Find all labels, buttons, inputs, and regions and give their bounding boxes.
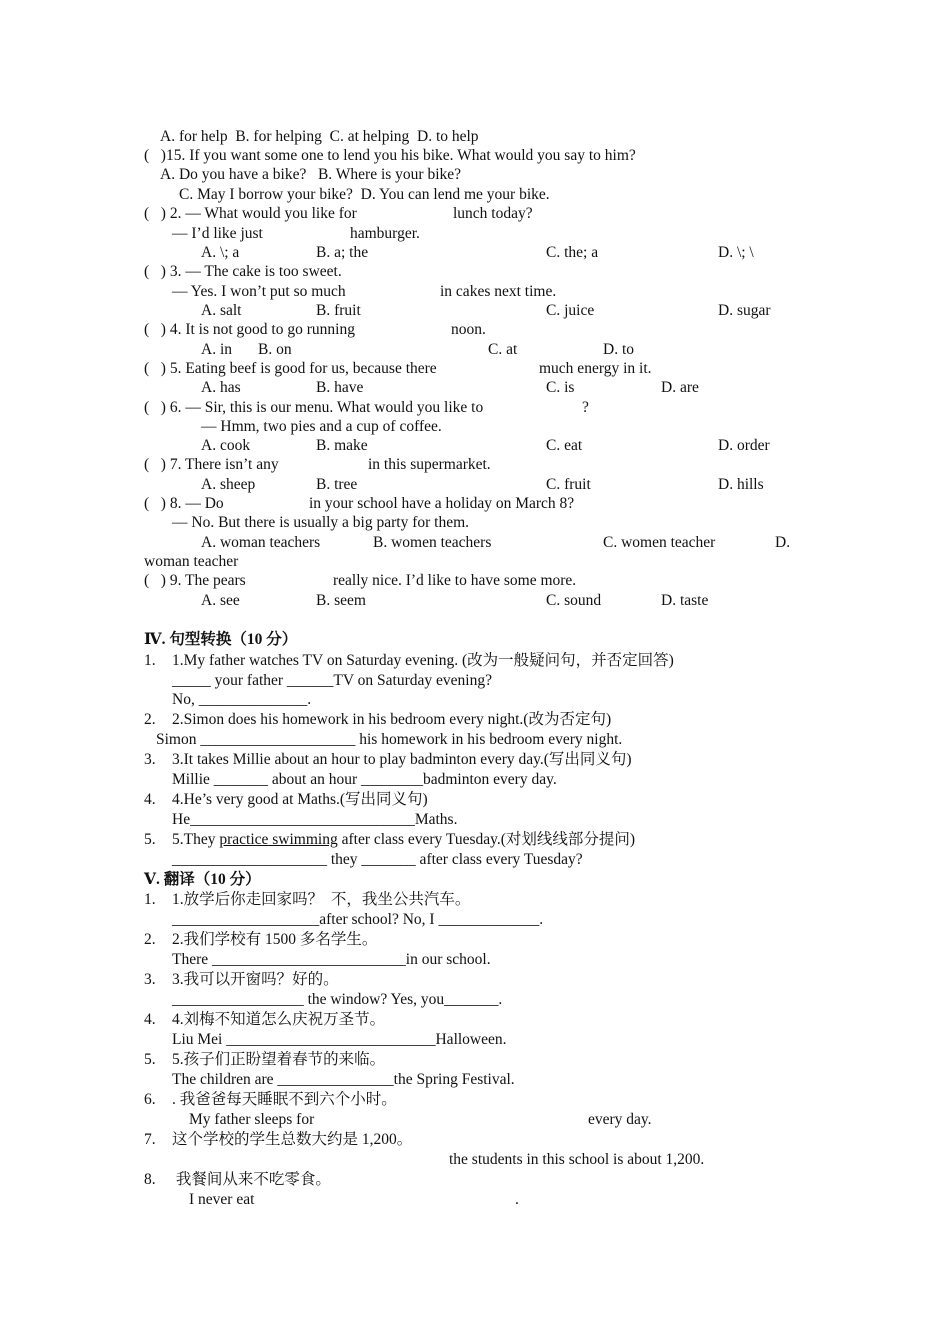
s4-item-4-answer: He_____________________________Maths. — [172, 811, 458, 828]
s4-item-5-question-end: after class every Tuesday.(对划线线部分提问) — [337, 831, 636, 848]
s4-item-4-num: 4. — [144, 791, 156, 808]
q4-stem-end: noon. — [451, 321, 486, 338]
q8-option-c: C. women teacher — [603, 534, 716, 551]
q5-option-d: D. are — [661, 379, 699, 396]
q5-option-c: C. is — [546, 379, 575, 396]
s5-item-5-num: 5. — [144, 1051, 156, 1068]
q15-stem: ( )15. If you want some one to lend you his bike. What would you say to him? — [144, 147, 636, 164]
q2-stem-end: lunch today? — [453, 205, 533, 222]
q15-options-ab: A. Do you have a bike? B. Where is your bike? — [160, 166, 462, 183]
q3-line2: — Yes. I won’t put so much — [172, 283, 346, 300]
s5-item-4-question: 4.刘梅不知道怎么庆祝万圣节。 — [172, 1011, 386, 1028]
q6-stem-end: ? — [582, 399, 589, 416]
s4-item-5-num: 5. — [144, 831, 156, 848]
q5-stem: ( ) 5. Eating beef is good for us, because there — [144, 360, 437, 377]
s4-item-3-answer: Millie _______ about an hour ________badminton every day. — [172, 771, 557, 788]
q6-option-a: A. cook — [201, 437, 251, 454]
q3-option-a: A. salt — [201, 302, 242, 319]
q8-option-a: A. woman teachers — [201, 534, 321, 551]
q3-stem: ( ) 3. — The cake is too sweet. — [144, 263, 342, 280]
q9-stem: ( ) 9. The pears — [144, 572, 246, 589]
q8-stem: ( ) 8. — Do — [144, 495, 224, 512]
s5-item-7-question: 这个学校的学生总数大约是 1,200。 — [172, 1131, 413, 1148]
q7-option-a: A. sheep — [201, 476, 256, 493]
s5-item-2-num: 2. — [144, 931, 156, 948]
s5-item-3-question: 3.我可以开窗吗？好的。 — [172, 971, 339, 988]
q5-stem-end: much energy in it. — [539, 360, 652, 377]
q6-stem: ( ) 6. — Sir, this is our menu. What would you like to — [144, 399, 484, 416]
s4-item-1-answer-2: No, ______________. — [172, 691, 312, 708]
q8-option-b: B. women teachers — [373, 534, 492, 551]
s5-item-8-answer-end: . — [515, 1191, 519, 1208]
s5-item-7-answer-end: the students in this school is about 1,200. — [449, 1151, 705, 1168]
s4-item-2-answer: Simon ____________________ his homework in his bedroom every night. — [156, 731, 623, 748]
q6-line2: — Hmm, two pies and a cup of coffee. — [201, 418, 442, 435]
q6-option-c: C. eat — [546, 437, 583, 454]
s5-item-5-answer: The children are _______________the Spring Festival. — [172, 1071, 515, 1088]
s5-item-8-num: 8. — [144, 1171, 156, 1188]
q15-options-cd: C. May I borrow your bike? D. You can lend me your bike. — [179, 186, 550, 203]
s5-item-5-question: 5.孩子们正盼望着春节的来临。 — [172, 1051, 386, 1068]
q4-option-c: C. at — [488, 341, 518, 358]
q2-line2-end: hamburger. — [350, 225, 420, 242]
q9-option-c: C. sound — [546, 592, 602, 609]
q8-stem-end: in your school have a holiday on March 8? — [309, 495, 575, 512]
s5-item-1-question: 1.放学后你走回家吗？ 不，我坐公共汽车。 — [172, 891, 471, 908]
q7-stem: ( ) 7. There isn’t any — [144, 456, 279, 473]
q4-option-b: B. on — [258, 341, 292, 358]
q9-stem-end: really nice. I’d like to have some more. — [333, 572, 577, 589]
s5-item-4-answer: Liu Mei ___________________________Halloween. — [172, 1031, 507, 1048]
s5-item-6-question: . 我爸爸每天睡眠不到六个小时。 — [172, 1091, 397, 1108]
q6-option-b: B. make — [316, 437, 368, 454]
s4-item-3-num: 3. — [144, 751, 156, 768]
s5-item-7-num: 7. — [144, 1131, 156, 1148]
q4-stem: ( ) 4. It is not good to go running — [144, 321, 355, 338]
q9-option-b: B. seem — [316, 592, 366, 609]
s4-item-2-question: 2.Simon does his homework in his bedroom every night.(改为否定句) — [172, 711, 612, 728]
q2-stem: ( ) 2. — What would you like for — [144, 205, 357, 222]
s5-item-1-answer: ___________________after school? No, I _____________. — [172, 911, 544, 928]
s5-item-1-num: 1. — [144, 891, 156, 908]
q9-option-d: D. taste — [661, 592, 709, 609]
s5-item-4-num: 4. — [144, 1011, 156, 1028]
s5-item-6-answer: My father sleeps for — [189, 1111, 315, 1128]
s4-item-5-answer: ____________________ they _______ after class every Tuesday? — [172, 851, 583, 868]
q7-option-b: B. tree — [316, 476, 358, 493]
s5-item-6-answer-end: every day. — [588, 1111, 652, 1128]
q3-line2-end: in cakes next time. — [440, 283, 557, 300]
s5-item-2-question: 2.我们学校有 1500 多名学生。 — [172, 931, 378, 948]
section-4-title: Ⅳ. 句型转换（10 分） — [144, 631, 298, 648]
q3-option-b: B. fruit — [316, 302, 361, 319]
s4-item-5-question — [172, 830, 635, 849]
q8-option-d: D. — [775, 534, 791, 551]
q3-option-c: C. juice — [546, 302, 595, 319]
q5-option-a: A. has — [201, 379, 241, 396]
s5-item-2-answer: There _________________________in our school. — [172, 951, 491, 968]
s5-item-8-question: 我餐间从来不吃零食。 — [172, 1171, 331, 1188]
s5-item-3-num: 3. — [144, 971, 156, 988]
s5-item-3-answer: _________________ the window? Yes, you_______. — [172, 991, 503, 1008]
q14-options: A. for help B. for helping C. at helping D. to help — [160, 128, 479, 145]
s4-item-5-underlined-phrase: practice swimming — [219, 831, 338, 848]
q7-option-d: D. hills — [718, 476, 764, 493]
s4-item-3-question: 3.It takes Millie about an hour to play badminton every day.(写出同义句) — [172, 751, 632, 768]
q5-option-b: B. have — [316, 379, 364, 396]
q7-option-c: C. fruit — [546, 476, 591, 493]
q4-option-d: D. to — [603, 341, 634, 358]
s4-item-5-question-start: 5.They — [172, 831, 220, 848]
s5-item-8-answer: I never eat — [189, 1191, 255, 1208]
s4-item-1-answer: _____ your father ______TV on Saturday evening? — [172, 672, 492, 689]
q6-option-d: D. order — [718, 437, 770, 454]
s4-item-1-question: 1.My father watches TV on Saturday evening. (改为一般疑问句，并否定回答) — [172, 652, 674, 669]
q9-option-a: A. see — [201, 592, 240, 609]
q8-line2: — No. But there is usually a big party for them. — [172, 514, 470, 531]
s4-item-1-num: 1. — [144, 652, 156, 669]
q4-option-a: A. in — [201, 341, 232, 358]
q2-option-b: B. a; the — [316, 244, 369, 261]
s4-item-2-num: 2. — [144, 711, 156, 728]
q3-option-d: D. sugar — [718, 302, 771, 319]
s5-item-6-num: 6. — [144, 1091, 156, 1108]
q2-option-a: A. \; a — [201, 244, 240, 261]
q8-option-d-wrap: woman teacher — [144, 553, 239, 570]
q7-stem-end: in this supermarket. — [368, 456, 491, 473]
section-5-title: Ⅴ. 翻译（10 分） — [144, 871, 261, 888]
s4-item-4-question: 4.He’s very good at Maths.(写出同义句) — [172, 791, 428, 808]
q2-line2: — I’d like just — [172, 225, 263, 242]
q2-option-c: C. the; a — [546, 244, 599, 261]
q2-option-d: D. \; \ — [718, 244, 754, 261]
